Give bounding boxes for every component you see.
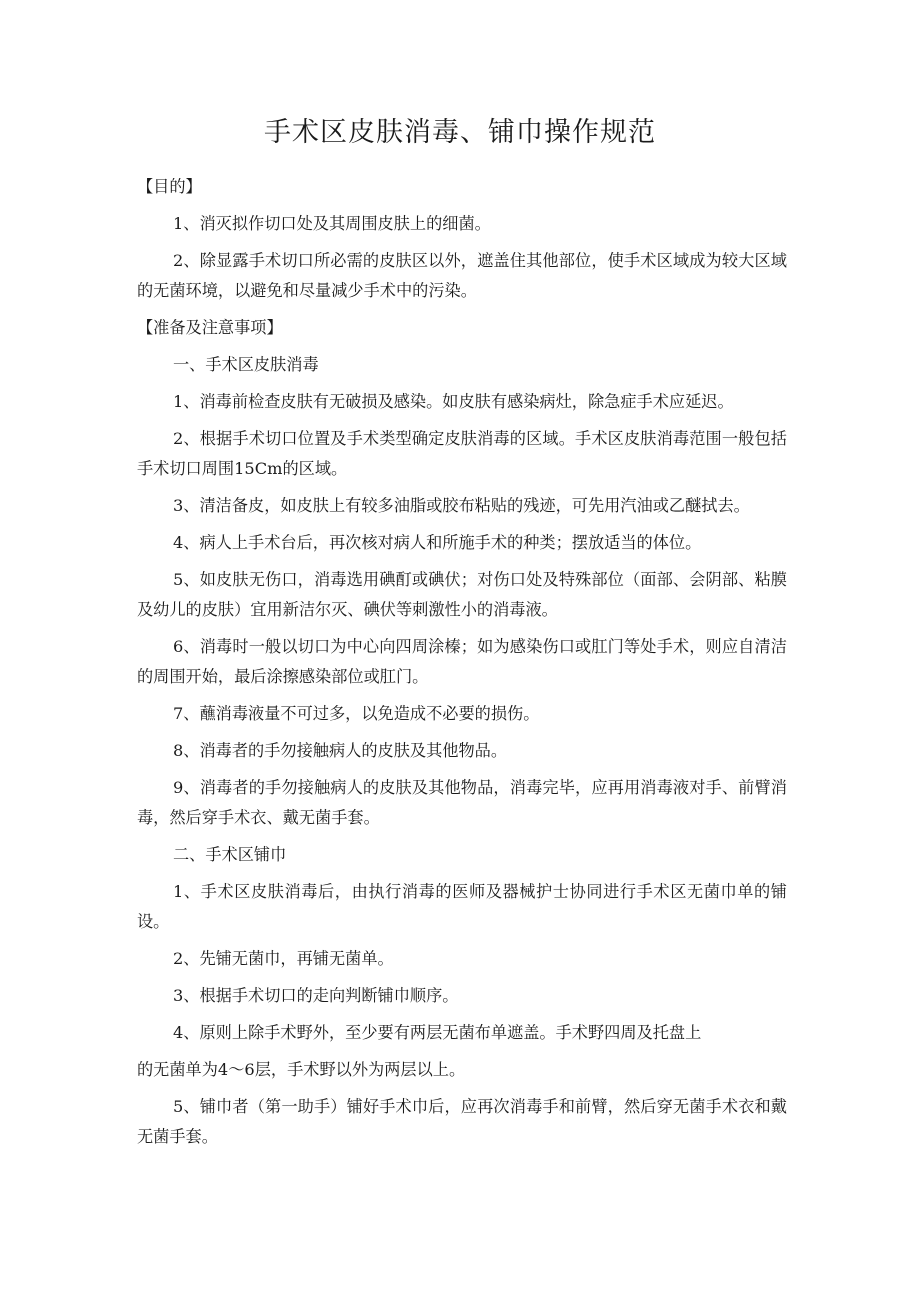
part2-item-3: 3、根据手术切口的走向判断铺巾顺序。 (173, 986, 459, 1005)
document-title: 手术区皮肤消毒、铺巾操作规范 (264, 117, 656, 148)
purpose-heading: 【目的】 (137, 177, 202, 196)
part1-item-9: 9、消毒者的手勿接触病人的皮肤及其他物品，消毒完毕，应再用消毒液对手、前臂消毒，然后穿手术衣、戴无菌手套。 (137, 778, 787, 827)
part1-item-6: 6、消毒时一般以切口为中心向四周涂榛；如为感染伤口或肛门等处手术，则应自清洁的周围开始，最后涂擦感染部位或肛门。 (137, 637, 787, 686)
purpose-item-1: 1、消灭拟作切口处及其周围皮肤上的细菌。 (173, 214, 491, 233)
preparation-heading: 【准备及注意事项】 (137, 318, 283, 337)
part2-item-4-line-2: 的无菌单为4～6层，手术野以外为两层以上。 (137, 1060, 466, 1079)
part2-item-1: 1、手术区皮肤消毒后，由执行消毒的医师及器械护士协同进行手术区无菌巾单的铺设。 (137, 882, 787, 931)
part1-item-5: 5、如皮肤无伤口，消毒选用碘酊或碘伏；对伤口处及特殊部位（面部、会阴部、粘膜及幼儿的皮肤）宜用新洁尔灭、碘伏等刺激性小的消毒液。 (137, 570, 787, 619)
part1-item-2: 2、根据手术切口位置及手术类型确定皮肤消毒的区域。手术区皮肤消毒范围一般包括手术切口周围15Cm的区域。 (137, 429, 787, 478)
part2-item-4-line-1: 4、原则上除手术野外，至少要有两层无菌布单遮盖。手术野四周及托盘上 (173, 1023, 702, 1042)
document-body (137, 172, 787, 1159)
part1-item-4: 4、病人上手术台后，再次核对病人和所施手术的种类；摆放适当的体位。 (173, 533, 702, 552)
part2-item-2: 2、先铺无菌巾，再铺无菌单。 (173, 949, 394, 968)
part1-heading: 一、手术区皮肤消毒 (173, 355, 319, 374)
part1-item-7: 7、蘸消毒液量不可过多，以免造成不必要的损伤。 (173, 704, 540, 723)
part2-item-5: 5、铺巾者（第一助手）铺好手术巾后，应再次消毒手和前臂，然后穿无菌手术衣和戴无菌手套。 (137, 1097, 787, 1146)
purpose-item-2: 2、除显露手术切口所必需的皮肤区以外，遮盖住其他部位，使手术区域成为较大区域的无菌环境，以避免和尽量减少手术中的污染。 (137, 251, 787, 300)
part1-item-3: 3、清洁备皮，如皮肤上有较多油脂或胶布粘贴的残迹，可先用汽油或乙醚拭去。 (173, 496, 750, 515)
part1-item-8: 8、消毒者的手勿接触病人的皮肤及其他物品。 (173, 741, 508, 760)
part1-item-1: 1、消毒前检查皮肤有无破损及感染。如皮肤有感染病灶，除急症手术应延迟。 (173, 392, 734, 411)
part2-heading: 二、手术区铺巾 (173, 845, 287, 864)
